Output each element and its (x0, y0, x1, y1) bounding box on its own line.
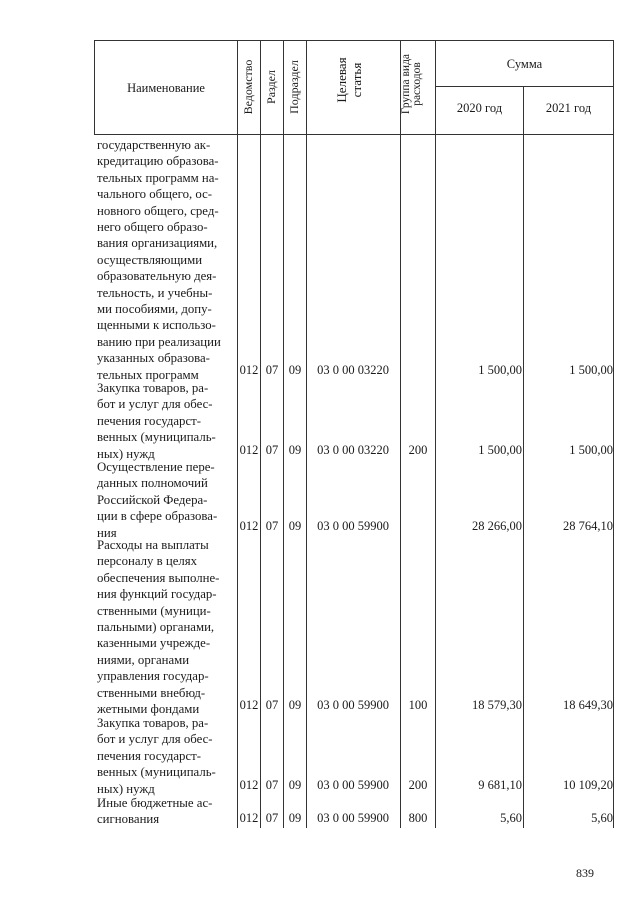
summa-divider (435, 86, 614, 87)
row-4-vedomstvo: 012 (239, 698, 259, 712)
row-5-vedomstvo: 012 (239, 778, 259, 792)
row-1-celevaya: 03 0 00 03220 (317, 363, 389, 377)
header-celevaya-statya (334, 42, 370, 118)
table-left-border (94, 40, 95, 135)
row-4-name: Расходы на выплаты персоналу в целях обеспечения выполне- ния функций государ- ственными (муници- пальными) органами, казенными учрежде- ниями, органами управления государ- ственными внебюд- жетными фондами (97, 538, 220, 717)
row-1-razdel: 07 (265, 363, 279, 377)
row-2-gruppa: 200 (408, 443, 428, 457)
row-2-podrazdel: 09 (288, 443, 302, 457)
header-summa: Сумма (506, 57, 543, 71)
row-3-podrazdel: 09 (288, 519, 302, 533)
header-year-2021: 2021 год (545, 101, 592, 115)
row-5-name: Закупка товаров, ра- бот и услуг для обес- печения государст- венных (муниципаль- ных) нужд (97, 716, 216, 796)
header-gruppa-text: Группа вида расходов (400, 53, 423, 115)
row-3-sum-2021: 28 764,10 (563, 519, 613, 533)
row-4-podrazdel: 09 (288, 698, 302, 712)
row-5-celevaya: 03 0 00 59900 (317, 778, 389, 792)
row-1-podrazdel: 09 (288, 363, 302, 377)
row-4-razdel: 07 (265, 698, 279, 712)
header-vedomstvo: Ведомство (241, 59, 255, 115)
row-5-sum-2021: 10 109,20 (563, 778, 613, 792)
row-6-podrazdel: 09 (288, 811, 302, 825)
row-5-podrazdel: 09 (288, 778, 302, 792)
row-5-razdel: 07 (265, 778, 279, 792)
header-name: Наименование (127, 81, 205, 95)
page-number: 839 (576, 866, 594, 880)
row-5-gruppa: 200 (408, 778, 428, 792)
row-4-sum-2021: 18 649,30 (563, 698, 613, 712)
row-2-sum-2021: 1 500,00 (569, 443, 613, 457)
row-2-celevaya: 03 0 00 03220 (317, 443, 389, 457)
header-razdel: Раздел (264, 70, 278, 104)
row-2-razdel: 07 (265, 443, 279, 457)
header-year-2020: 2020 год (456, 101, 503, 115)
row-6-celevaya: 03 0 00 59900 (317, 811, 389, 825)
row-4-gruppa: 100 (408, 698, 428, 712)
row-3-celevaya: 03 0 00 59900 (317, 519, 389, 533)
row-6-sum-2020: 5,60 (500, 811, 522, 825)
header-celevaya-text: Целевая статья (334, 57, 364, 103)
row-4-celevaya: 03 0 00 59900 (317, 698, 389, 712)
row-6-gruppa: 800 (408, 811, 428, 825)
row-1-sum-2021: 1 500,00 (569, 363, 613, 377)
row-3-sum-2020: 28 266,00 (472, 519, 522, 533)
col-divider-6 (435, 40, 436, 828)
row-6-name: Иные бюджетные ас- сигнования (97, 796, 213, 827)
table-right-border (613, 40, 614, 828)
row-5-sum-2020: 9 681,10 (478, 778, 522, 792)
row-6-sum-2021: 5,60 (591, 811, 613, 825)
row-4-sum-2020: 18 579,30 (472, 698, 522, 712)
row-3-name: Осуществление пере- данных полномочий Российской Федера- ции в сфере образова- ния (97, 460, 218, 540)
table-top-border (94, 40, 614, 41)
header-gruppa (401, 42, 433, 126)
header-bottom-border (94, 134, 614, 135)
row-2-sum-2020: 1 500,00 (478, 443, 522, 457)
row-1-vedomstvo: 012 (239, 363, 259, 377)
col-divider-7 (523, 86, 524, 828)
header-podrazdel: Подраздел (287, 60, 301, 114)
row-1-sum-2020: 1 500,00 (478, 363, 522, 377)
row-2-name: Закупка товаров, ра- бот и услуг для обес- печения государст- венных (муниципаль- ных) нужд (97, 381, 216, 461)
row-3-vedomstvo: 012 (239, 519, 259, 533)
row-6-vedomstvo: 012 (239, 811, 259, 825)
row-3-razdel: 07 (265, 519, 279, 533)
row-1-name: государственную ак- кредитацию образова- тельных программ на- чального общего, ос- новного общего, сред- него общего образо- вания организациями, осуществляющими образовательную дея- тельность, и учебны- ми пособиями, допу- щенными к использо- ванию при реализации указанных образова- тельных программ (97, 138, 221, 382)
row-2-vedomstvo: 012 (239, 443, 259, 457)
row-6-razdel: 07 (265, 811, 279, 825)
